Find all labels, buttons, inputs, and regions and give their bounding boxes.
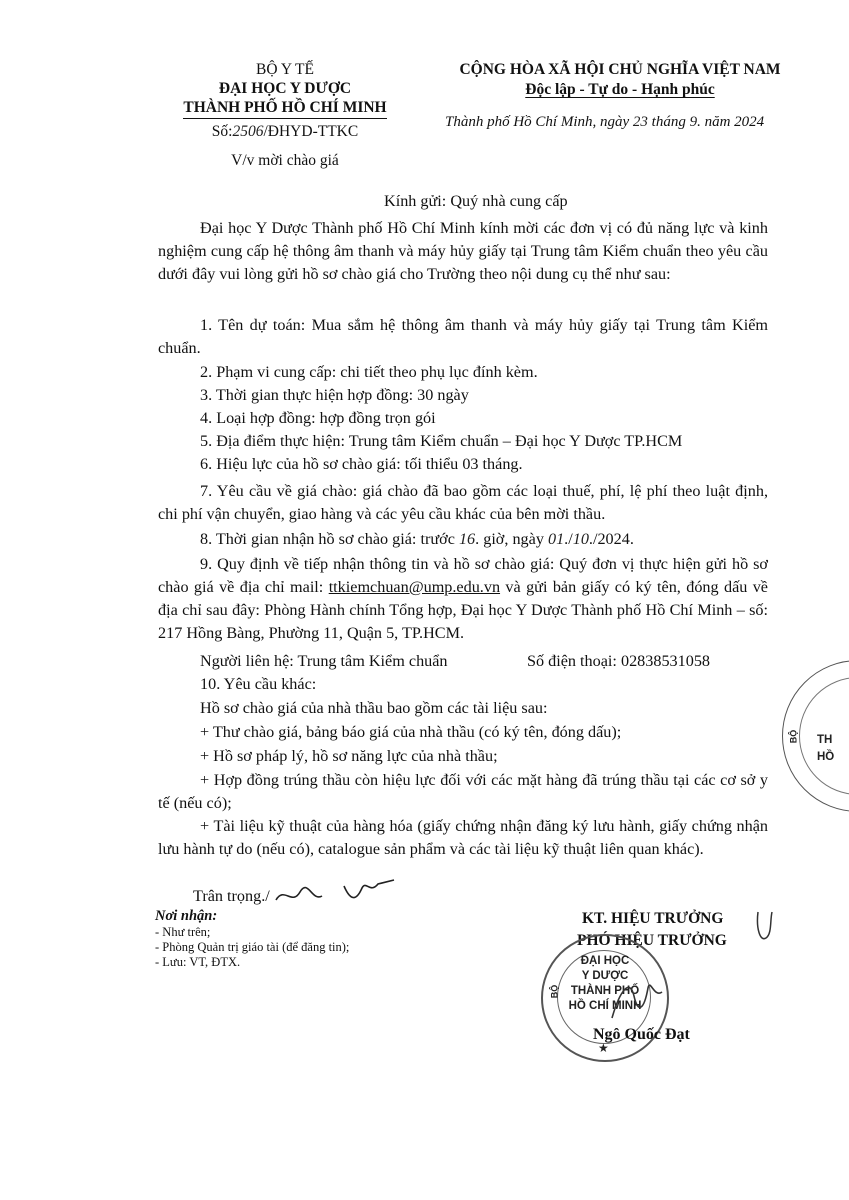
recipient-3: - Lưu: VT, ĐTX.	[155, 955, 241, 969]
contact-email-link[interactable]: ttkiemchuan@ump.edu.vn	[328, 578, 501, 596]
deadline-day: 01	[547, 530, 565, 548]
seal-line-1: ĐẠI HỌC	[580, 955, 630, 967]
edge-seal-line-1: TH	[817, 734, 833, 746]
intro-paragraph: Đại học Y Dược Thành phố Hồ Chí Minh kính mời các đơn vị có đủ năng lực và kinh nghiệm cung cấp hệ thông âm thanh và máy hủy giấy tại Trung tâm Kiểm chuẩn theo yêu cầu dưới đây vui lòng gửi hồ sơ chào giá cho Trường theo nội dung cụ thể như sau:	[158, 219, 768, 283]
edge-seal-side: BỘ	[788, 729, 799, 744]
deadline-month: 10	[572, 530, 589, 548]
star-icon: ★	[598, 1041, 609, 1055]
closing: Trân trọng./	[193, 887, 270, 905]
bullet-1: + Thư chào giá, bảng báo giá của nhà thầu (có ký tên, đóng dấu);	[200, 723, 622, 741]
recipients-title: Nơi nhận:	[155, 908, 218, 924]
edge-seal-partial	[782, 660, 849, 812]
national-title: CỘNG HÒA XÃ HỘI CHỦ NGHĨA VIỆT NAM	[459, 61, 781, 78]
item-9: 9. Quy định về tiếp nhận thông tin và hồ sơ chào giá: Quý đơn vị thực hiện gửi hồ sơ chào giá về địa chỉ mail: ttkiemchuan@ump.edu.vn và gửi bản giấy có ký tên, đóng dấu về địa chỉ sau đây: Phòng Hành chính Tổng hợp, Đại học Y Dược Thành phố Hồ Chí Minh – số: 217 Hồng Bàng, Phường 11, Quận 5, TP.HCM.	[158, 555, 768, 642]
edge-seal-line-2: HỒ	[817, 751, 835, 763]
doc-number-handwritten: 2506	[232, 123, 264, 140]
seal-side-text: BỘ	[549, 984, 560, 999]
item-7: 7. Yêu cầu về giá chào: giá chào đã bao gồm các loại thuế, phí, lệ phí theo luật định, chi phí vận chuyển, giao hàng và các yêu cầu khác của bên mời thầu.	[158, 482, 768, 523]
university-name-2: THÀNH PHỐ HỒ CHÍ MINH	[183, 98, 386, 119]
seal-line-2: Y DƯỢC	[581, 970, 629, 982]
bullet-4: + Tài liệu kỹ thuật của hàng hóa (giấy chứng nhận đăng ký lưu hành, giấy chứng nhận lưu hành tự do (nếu có), catalogue sản phẩm và các tài liệu kỹ thuật liên quan khác).	[158, 817, 768, 858]
date-day: 23	[632, 114, 648, 130]
item-10-intro: Hồ sơ chào giá của nhà thầu bao gồm các tài liệu sau:	[200, 699, 548, 717]
ministry-name: BỘ Y TẾ	[256, 61, 314, 78]
seal-line-4: HỒ CHÍ MINH	[568, 1000, 642, 1012]
salutation: Kính gửi: Quý nhà cung cấp	[384, 192, 568, 210]
date-line: Thành phố Hồ Chí Minh, ngày 23 tháng 9. năm 2024	[445, 114, 765, 130]
date-month: 9	[689, 114, 698, 130]
document-number: Số:2506/ĐHYD-TTKC	[211, 123, 359, 140]
signature-flourish	[752, 908, 776, 950]
initials-signature	[270, 872, 400, 912]
item-3: 3. Thời gian thực hiện hợp đồng: 30 ngày	[200, 386, 469, 404]
item-6: 6. Hiệu lực của hồ sơ chào giá: tối thiểu 03 tháng.	[200, 455, 523, 473]
contact-person: Người liên hệ: Trung tâm Kiểm chuẩn	[200, 652, 448, 670]
item-10: 10. Yêu cầu khác:	[200, 675, 317, 693]
document-subject: V/v mời chào giá	[231, 152, 339, 169]
signer-name: Ngô Quốc Đạt	[593, 1026, 690, 1043]
signature-kt: KT. HIỆU TRƯỞNG	[582, 910, 724, 927]
seal-line-3: THÀNH PHỐ	[570, 985, 640, 997]
item-5: 5. Địa điểm thực hiện: Trung tâm Kiểm chuẩn – Đại học Y Dược TP.HCM	[200, 432, 683, 450]
header-right	[430, 60, 810, 100]
university-name-1: ĐẠI HỌC Y DƯỢC	[218, 80, 352, 97]
recipient-2: - Phòng Quản trị giáo tài (để đăng tin);	[155, 940, 350, 954]
item-8: 8. Thời gian nhận hồ sơ chào giá: trước 16. giờ, ngày 01./10./2024.	[200, 530, 634, 548]
bullet-2: + Hồ sơ pháp lý, hồ sơ năng lực của nhà thầu;	[200, 747, 498, 765]
item-1: 1. Tên dự toán: Mua sắm hệ thông âm thanh và máy hủy giấy tại Trung tâm Kiểm chuẩn.	[158, 316, 768, 357]
signature-scribble	[604, 970, 674, 1030]
recipients-block	[155, 908, 349, 970]
deadline-hour: 16	[458, 530, 476, 548]
national-motto: Độc lập - Tự do - Hạnh phúc	[525, 81, 715, 98]
recipient-1: - Như trên;	[155, 925, 211, 939]
item-2: 2. Phạm vi cung cấp: chi tiết theo phụ lục đính kèm.	[200, 363, 538, 381]
header-left	[160, 60, 410, 170]
bullet-3: + Hợp đồng trúng thầu còn hiệu lực đối với các mặt hàng đã trúng thầu tại các cơ sở y tế (nếu có);	[158, 771, 768, 812]
contact-phone: Số điện thoại: 02838531058	[527, 652, 711, 670]
item-4: 4. Loại hợp đồng: hợp đồng trọn gói	[200, 409, 436, 427]
signature-role: PHÓ HIỆU TRƯỞNG	[577, 932, 727, 949]
